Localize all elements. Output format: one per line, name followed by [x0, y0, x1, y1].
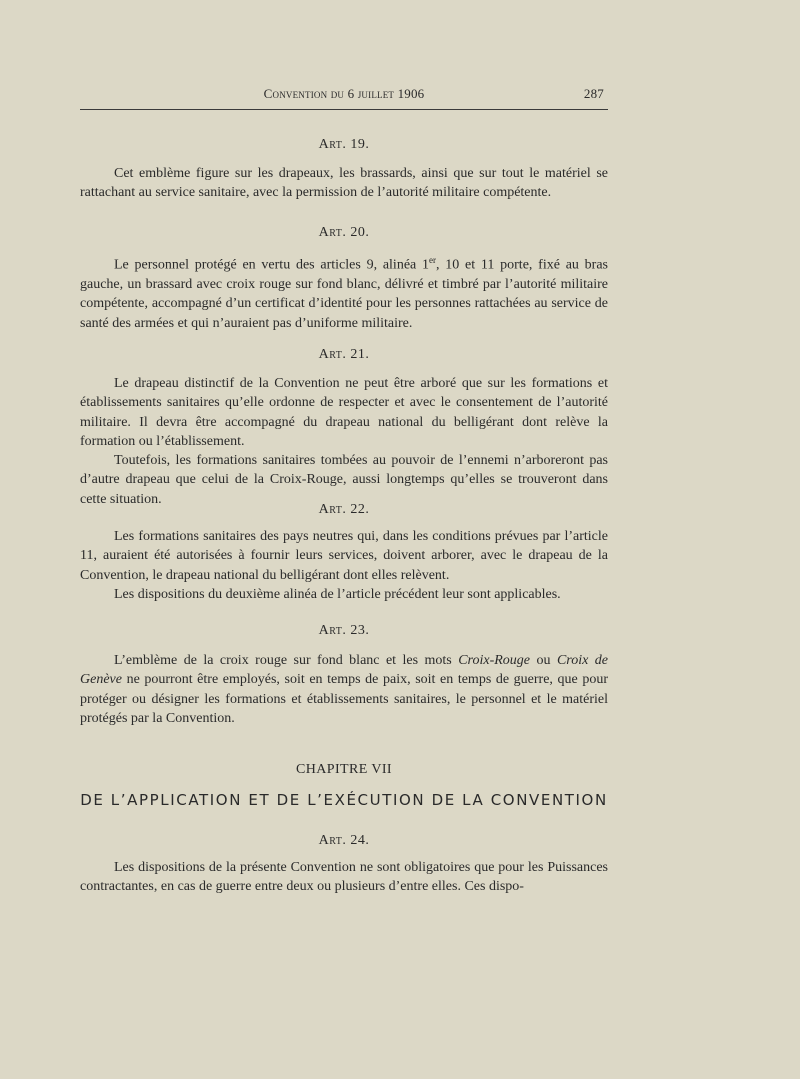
italic-term: Croix-Rouge — [458, 653, 531, 668]
paragraph: Les dispositions de la présente Convention ne sont obligatoires que pour les Puissances contractantes, en cas de guerre entre deux ou plusieurs d’entre elles. Ces dispo- — [80, 860, 608, 895]
paragraph — [80, 251, 608, 333]
italic-term: Croix de Genève — [80, 653, 608, 688]
page-number: 287 — [583, 86, 604, 101]
text-run: Le personnel protégé en vertu des articles 9, alinéa 1 — [114, 257, 430, 273]
article-19-heading: Art. 19. — [318, 137, 370, 152]
article-21-body — [80, 374, 608, 509]
article-21-heading: Art. 21. — [318, 347, 370, 362]
header-rule — [80, 109, 608, 110]
paragraph: Le drapeau distinctif de la Convention ne peut être arboré que sur les formations et établissements sanitaires qu’elle ordonne de respecter et avec le consentement de l’autorité militaire. Il devra être accompagné du drapeau national du belligérant dont relève la formation ou l’établissement. — [80, 376, 608, 449]
text-run: ne pourront être employés, soit en temps de paix, soit en temps de guerre, que pour protéger ou désigner les formations et établissements sanitaires, le personnel et le matériel protégés par la Convention. — [80, 672, 608, 726]
article-20-heading: Art. 20. — [318, 225, 370, 240]
paragraph: Cet emblème figure sur les drapeaux, les brassards, ainsi que sur tout le matériel se rattachant au service sanitaire, avec la permission de l’autorité militaire compétente. — [80, 166, 608, 201]
article-19-body — [80, 164, 608, 203]
paragraph: Les formations sanitaires des pays neutres qui, dans les conditions prévues par l’article 11, auraient été autorisées à fournir leurs services, doivent arborer, avec le drapeau de la Convention, le drapeau national du belligérant dont elles relèvent. — [80, 529, 608, 583]
running-title: Convention du 6 juillet 1906 — [263, 86, 425, 101]
article-22-body — [80, 527, 608, 604]
paragraph: Les dispositions du deuxième alinéa de l’article précédent leur sont applicables. — [114, 586, 561, 602]
running-header — [80, 86, 608, 106]
article-23-body — [80, 651, 608, 728]
article-20-body — [80, 251, 608, 333]
paragraph: Toutefois, les formations sanitaires tombées au pouvoir de l’ennemi n’arboreront pas d’autre drapeau que celui de la Croix-Rouge, aussi longtemps qu’elles se trouveront dans cette situation. — [80, 453, 608, 507]
article-24-heading: Art. 24. — [318, 833, 370, 848]
text-run: ou — [530, 653, 557, 668]
superscript: er — [429, 255, 437, 265]
chapter-number: CHAPITRE VII — [296, 762, 392, 777]
article-22-heading: Art. 22. — [318, 502, 370, 517]
chapter-title: DE L’APPLICATION ET DE L’EXÉCUTION DE LA CONVENTION — [80, 791, 608, 809]
text-run: L’emblème de la croix rouge sur fond blanc et les mots — [114, 653, 459, 668]
paragraph — [80, 651, 608, 728]
article-23-heading: Art. 23. — [318, 623, 370, 638]
article-24-body — [80, 858, 608, 897]
text-run: , 10 et 11 porte, fixé au bras gauche, un brassard avec croix rouge sur fond blanc, délivré et timbré par l’autorité militaire compétente, accompagné d’un certificat d’identité pour les personnes rattachées au service de santé des armées et qui n’auraient pas d’uniforme militaire. — [80, 257, 609, 331]
